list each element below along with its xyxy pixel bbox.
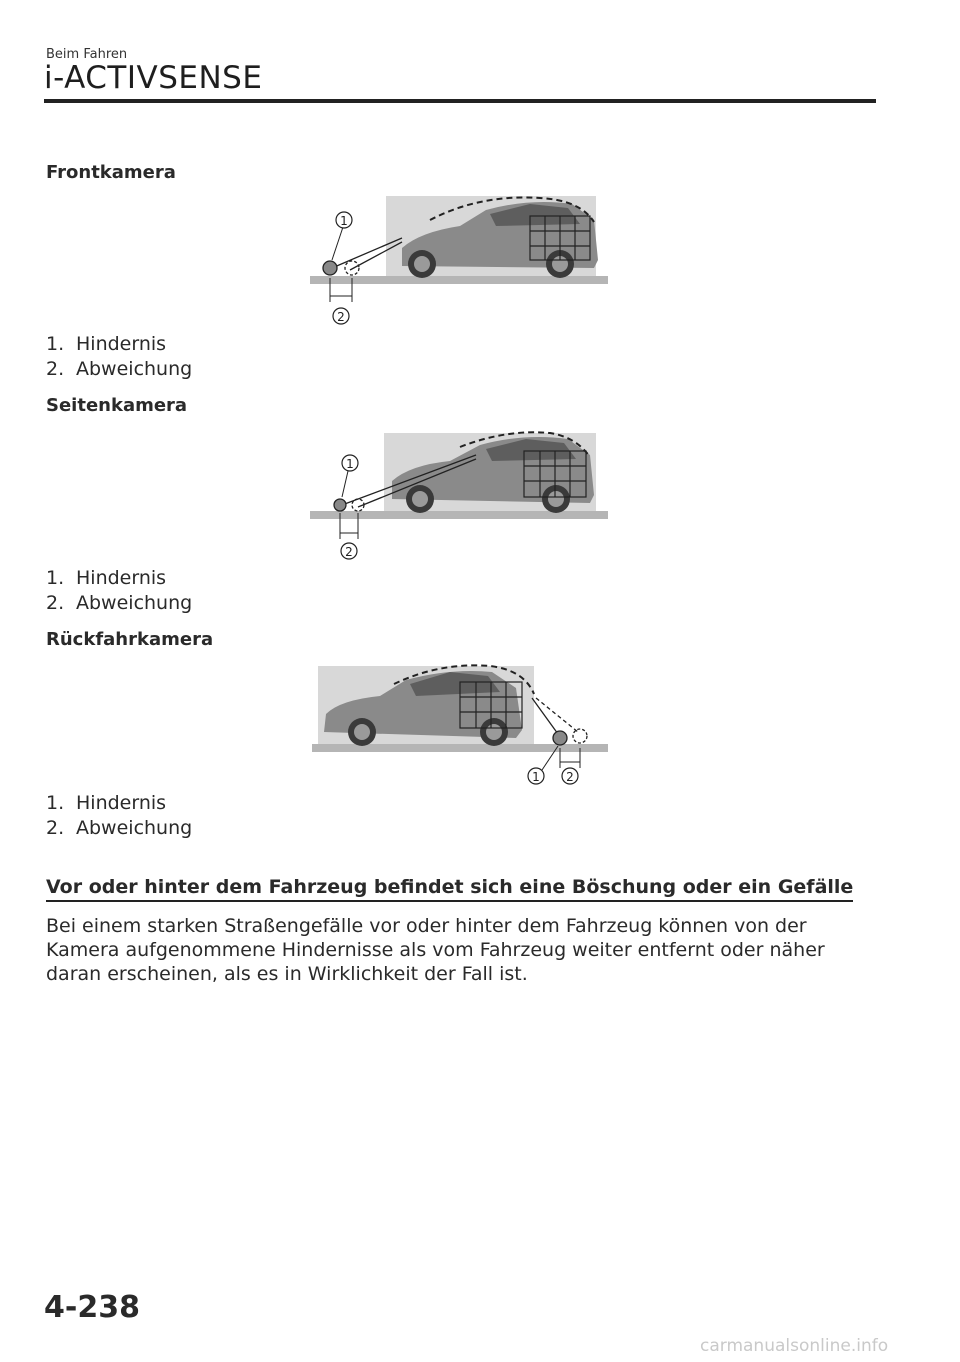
legend-item: 1. Hindernis <box>46 792 167 814</box>
chapter-label: Beim Fahren <box>46 47 128 62</box>
obstacle-icon <box>334 499 346 511</box>
slope-heading: Vor oder hinter dem Fahrzeug befindet sich eine Böschung oder ein Gefälle <box>46 876 853 902</box>
ground <box>312 744 608 752</box>
legend-item: 2. Abweichung <box>46 592 193 614</box>
section-title: i-ACTIVSENSE <box>44 60 263 96</box>
side-camera-illustration <box>310 425 610 565</box>
front-camera-illustration <box>310 190 610 330</box>
rear-camera-illustration <box>310 658 610 790</box>
figure-heading-front: Frontkamera <box>46 162 176 183</box>
sight-line <box>532 698 558 734</box>
legend-item: 2. Abweichung <box>46 358 193 380</box>
legend-item: 2. Abweichung <box>46 817 193 839</box>
apparent-obstacle-icon <box>345 261 359 275</box>
obstacle-icon <box>323 261 337 275</box>
callout-2-label: 2 <box>345 545 353 559</box>
page-number: 4-238 <box>44 1290 140 1325</box>
legend-item: 1. Hindernis <box>46 567 167 589</box>
legend-item: 1. Hindernis <box>46 333 167 355</box>
header-rule <box>44 99 876 103</box>
callout-1-label: 1 <box>346 457 354 471</box>
side-legend <box>46 566 192 616</box>
figure-heading-side: Seitenkamera <box>46 395 188 416</box>
callout-1-label: 1 <box>340 214 348 228</box>
watermark: carmanualsonline.info <box>700 1336 889 1356</box>
callout-1-label: 1 <box>532 770 540 784</box>
figure-heading-rear: Rückfahrkamera <box>46 629 214 650</box>
callout-2-label: 2 <box>566 770 574 784</box>
front-legend <box>46 332 192 382</box>
ground <box>310 511 608 519</box>
apparent-obstacle-icon <box>573 729 587 743</box>
obstacle-icon <box>553 731 567 745</box>
slope-text: Bei einem starken Straßengefälle vor oder hinter dem Fahrzeug können von der Kamera aufgenommene Hindernisse als vom Fahrzeug weiter entfernt oder näher daran erscheinen, als es in Wirklichkeit der Fall ist. <box>46 915 825 985</box>
rear-legend <box>46 791 192 841</box>
callout-2-label: 2 <box>337 310 345 324</box>
